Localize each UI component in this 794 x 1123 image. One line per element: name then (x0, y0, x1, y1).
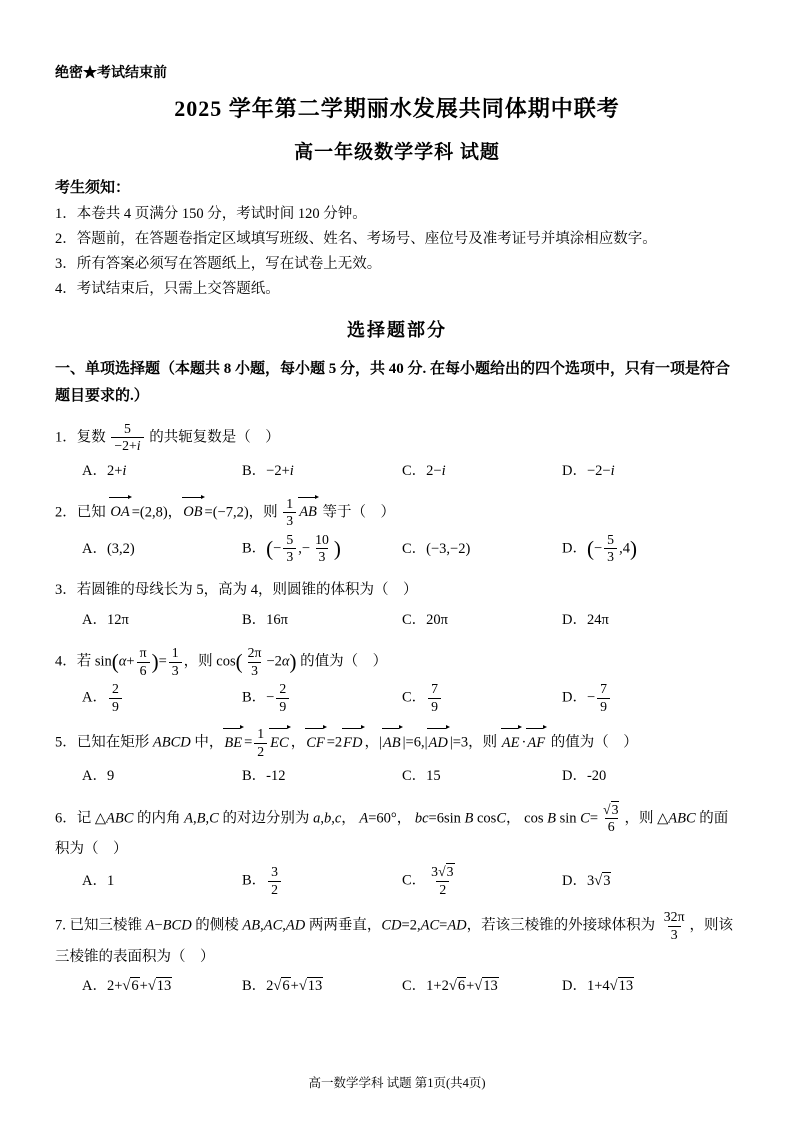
question-5-option-c: C．15 (402, 768, 441, 785)
page-footer: 高一数学学科 试题 第1页(共4页) (308, 1076, 486, 1090)
question-1-stem: 1．复数 $\frac{5}{-2+i}$ 的共轭复数是（ ） (55, 420, 280, 454)
question-6-option-a: A．1 (82, 873, 115, 890)
question-2 (55, 496, 739, 566)
question-4-options (82, 681, 739, 715)
question-3-option-a: A．12π (82, 611, 129, 628)
exam-title: 2025 学年第二学期丽水发展共同体期中联考 (174, 96, 620, 121)
question-1-options (82, 457, 739, 485)
question-5-stem: 5．已知在矩形 ABCD 中，BE = $\frac{1}{2}$ EC ，CF =2FD ，|AB |=6,|AD |=3，则 AE ·AF 的值为（ ） (55, 726, 638, 759)
notice-item-1: 1．本卷共 4 页满分 150 分，考试时间 120 分钟。 (55, 205, 367, 222)
notice-item-2: 2．答题前，在答题卷指定区域填写班级、姓名、考场号、座位号及准考证号并填涂相应数字。 (55, 230, 657, 247)
question-4-option-b: B．− $\frac{2}{9}$ (242, 681, 402, 715)
question-5-option-b: B．-12 (242, 768, 286, 785)
question-4-option-a: A． $\frac{2}{9}$ (82, 681, 242, 715)
question-2-option-c: C．(−3,−2) (402, 540, 471, 557)
question-7-option-d: D．1+4 √ 13 (562, 972, 739, 1000)
question-3-option-b: B．16π (242, 611, 288, 628)
question-6-option-c: C． $\frac{3 √ 3}{2}$ (402, 864, 562, 898)
question-7 (55, 909, 739, 1000)
question-6-option-d: D．3 √ 3 (562, 867, 739, 895)
question-2-stem: 2．已知 OA =(2,8)，OB =(−7,2)，则 $\frac{1}{3}$ AB 等于（ ） (55, 495, 396, 529)
exam-subtitle: 高一年级数学学科 试题 (294, 142, 500, 163)
question-2-option-a: A．(3,2) (82, 540, 135, 557)
question-4-stem: 4．若 sin(α+ $\frac{\pi}{6}$ )= $\frac{1}{3}$ ，则 cos( $\frac{2\pi}{3}$ −2α) 的值为（ ） (55, 645, 388, 678)
question-7-stem: 7. 已知三棱锥 A−BCD 的侧棱 AB,AC,AD 两两垂直，CD=2,AC=AD，若该三棱锥的外接球体积为 $\frac{32\pi}{3}$ ，则该三棱锥的表面积为（ ） (55, 909, 734, 965)
notice-item-3: 3．所有答案必须写在答题纸上，写在试卷上无效。 (55, 255, 382, 272)
question-6 (55, 802, 739, 899)
part-heading: 一、单项选择题（本题共 8 小题，每小题 5 分，共 40 分. 在每小题给出的四个选项中，只有一项是符合题目要求的.） (55, 360, 731, 404)
question-1-option-d: D．−2−i (562, 462, 615, 479)
notice-section (55, 176, 739, 302)
question-4-option-c: C． $\frac{7}{9}$ (402, 681, 562, 715)
question-5 (55, 726, 739, 790)
question-7-option-a: A．2+ √ 6+ √ 13 (82, 972, 242, 1000)
notice-heading: 考生须知： (55, 180, 131, 196)
question-3-stem: 3．若圆锥的母线长为 5，高为 4，则圆锥的体积为（ ） (55, 582, 418, 598)
question-1-option-c: C．2−i (402, 462, 446, 479)
question-5-option-a: A．9 (82, 768, 115, 785)
question-3 (55, 577, 739, 634)
question-7-option-c: C．1+2 √ 6+ √ 13 (402, 972, 562, 1000)
question-1-option-a: A．2+i (82, 462, 127, 479)
secrecy-label: 绝密★考试结束前 (55, 66, 167, 81)
question-3-option-c: C．20π (402, 611, 448, 628)
question-4-option-d: D．− $\frac{7}{9}$ (562, 681, 739, 715)
question-6-option-b: B． $\frac{3}{2}$ (242, 864, 402, 898)
notice-item-4: 4．考试结束后，只需上交答题纸。 (55, 280, 280, 297)
question-4 (55, 645, 739, 715)
question-6-options (82, 864, 739, 898)
section-title: 选择题部分 (347, 319, 447, 340)
question-2-option-d: D．(− $\frac{5}{3}$ ,4) (562, 531, 637, 565)
question-5-option-d: D．-20 (562, 768, 607, 785)
question-3-option-d: D．24π (562, 611, 609, 628)
question-5-options (82, 762, 739, 790)
question-7-option-b: B．2 √ 6+ √ 13 (242, 972, 402, 1000)
question-2-options (82, 532, 739, 566)
question-6-stem: 6．记 △ABC 的内角 A,B,C 的对边分别为 a,b,c， A=60°， bc=6sin B cosC， cos B sin C= √ $\frac{3}{6}$ ，则 △ABC 的面积为（ ） (55, 802, 739, 863)
question-7-options (82, 972, 739, 1000)
question-1 (55, 421, 739, 485)
question-3-options (82, 606, 739, 634)
question-2-option-b: B．(− $\frac{5}{3}$ ,− $\frac{10}{3}$ ) (242, 531, 341, 565)
question-1-option-b: B．−2+i (242, 462, 294, 479)
